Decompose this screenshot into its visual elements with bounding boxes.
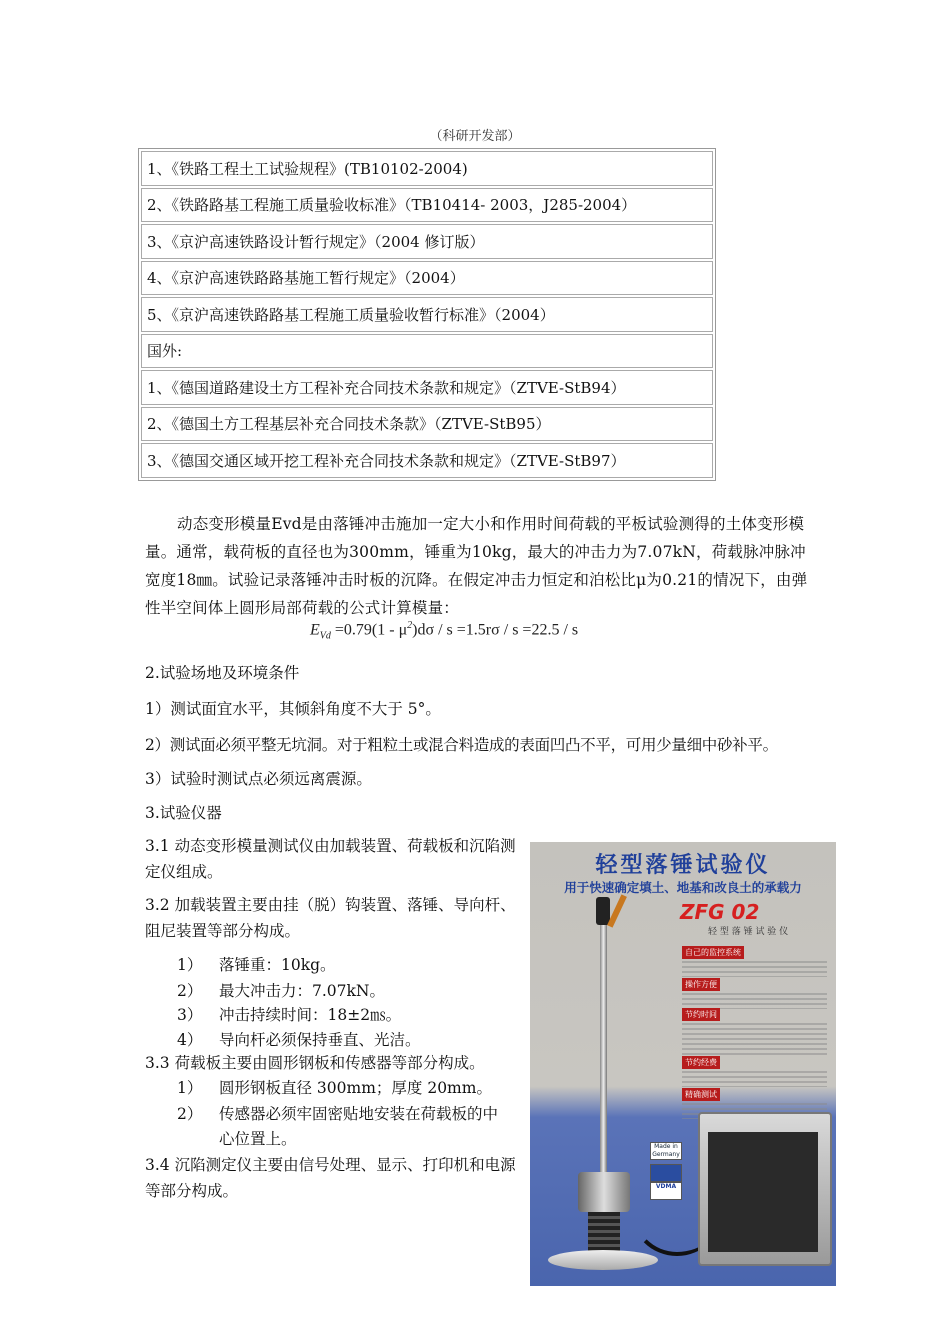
load-plate: [548, 1250, 658, 1270]
table-row: [141, 370, 713, 405]
section2-item: 3）试验时测试点必须远离震源。: [145, 770, 372, 788]
table-cell: 1、《铁路工程土工试验规程》(TB10102-2004): [141, 151, 713, 186]
evd-paragraph: 动态变形模量Evd是由落锤冲击施加一定大小和作用时间荷载的平板试验测得的土体变形模量。通常，载荷板的直径也为300mm，锤重为10kg，最大的冲击力为7.07kN，荷载脉冲脉冲宽度18㎜。试验记录落锤冲击时板的沉降。在假定冲击力恒定和泊松比μ为0.21的情况下，由弹性半空间体上圆形局部荷载的公式计算模量：: [145, 515, 808, 617]
section2-item: 2）测试面必须平整无坑洞。对于粗粒土或混合料造成的表面凹凸不平，可用少量细中砂补平。: [145, 736, 778, 754]
table-cell: 5、《京沪高速铁路路基工程施工质量验收暂行标准》（2004）: [141, 297, 713, 332]
table-cell: 1、《德国道路建设土方工程补充合同技术条款和规定》（ZTVE-StB94）: [141, 370, 713, 405]
list-item: 3） 冲击持续时间：18±2㎳。: [177, 1006, 402, 1024]
header-note: （科研开发部）: [429, 129, 521, 144]
guide-rod: [600, 902, 607, 1182]
feature-block: 节约时间: [682, 1002, 827, 1057]
evd-formula: [310, 620, 578, 642]
table-row: [141, 224, 713, 259]
formula-exp: 2: [407, 620, 413, 631]
vdma-badge: VDMA: [650, 1182, 682, 1200]
feature-block: 操作方便: [682, 972, 827, 1009]
section3-heading: 3.试验仪器: [145, 804, 222, 822]
table-row: [141, 261, 713, 296]
table-cell: 3、《京沪高速铁路设计暂行规定》（2004 修订版）: [141, 224, 713, 259]
photo-subtitle: 用于快速确定填土、地基和改良土的承载力: [564, 880, 802, 895]
feature-block: 精确测试: [682, 1082, 827, 1119]
list-item-cont: 心位置上。: [219, 1130, 297, 1148]
list-item: 2） 最大冲击力：7.07kN。: [177, 982, 385, 1000]
photo-model-sub: 轻 型 落 锤 试 验 仪: [708, 927, 789, 937]
table-row: [141, 334, 713, 369]
formula-lhs: E: [310, 621, 320, 639]
drop-weight: [578, 1172, 630, 1212]
feature-block: 节约经费: [682, 1050, 827, 1087]
table-cell: 国外:: [141, 334, 713, 369]
formula-mid1: =0.79(1 - μ: [334, 621, 408, 639]
list-item: 2） 传感器必须牢固密贴地安装在荷载板的中: [177, 1105, 499, 1123]
section3-3: 3.3 荷载板主要由圆形钢板和传感器等部分构成。: [145, 1054, 485, 1072]
feature-block: 自己的监控系统: [682, 940, 827, 977]
damper-spring: [588, 1212, 620, 1252]
table-cell: 2、《铁路路基工程施工质量验收标准》（TB10414- 2003，J285-2004）: [141, 188, 713, 223]
photo-title: 轻型落锤试验仪: [595, 853, 771, 878]
case-interior: [708, 1132, 818, 1252]
section3-2: 3.2 加载装置主要由挂（脱）钩装置、落锤、导向杆、阻尼装置等部分构成。: [145, 896, 516, 940]
section3-1: 3.1 动态变形模量测试仪由加载装置、荷载板和沉陷测定仪组成。: [145, 837, 516, 881]
table-row: [141, 297, 713, 332]
section2-heading: 2.试验场地及环境条件: [145, 664, 300, 682]
table-row: [141, 407, 713, 442]
list-item: 1） 落锤重：10kg。: [177, 956, 336, 974]
made-in-germany-badge: Made in Germany: [650, 1142, 682, 1160]
list-item: 1） 圆形钢板直径 300mm；厚度 20mm。: [177, 1079, 492, 1097]
list-item: 4） 导向杆必须保持垂直、光洁。: [177, 1031, 421, 1049]
formula-mid2: )dσ / s =1.5rσ / s =22.5 / s: [412, 621, 579, 639]
photo-model: ZFG 02: [680, 900, 760, 924]
table-row: [141, 443, 713, 478]
table-cell: 2、《德国土方工程基层补充合同技术条款》（ZTVE-StB95）: [141, 407, 713, 442]
handle-grip: [607, 894, 627, 927]
formula-lhs-sub: Vd: [319, 630, 331, 642]
table-cell: 4、《京沪高速铁路路基施工暂行规定》（2004）: [141, 261, 713, 296]
badge-mark: [650, 1164, 682, 1182]
standards-table: [138, 148, 716, 481]
product-photo: [530, 842, 836, 1286]
table-row: [141, 151, 713, 186]
section2-item: 1）测试面宜水平，其倾斜角度不大于 5°。: [145, 700, 441, 718]
section3-4: 3.4 沉陷测定仪主要由信号处理、显示、打印机和电源等部分构成。: [145, 1156, 516, 1200]
table-row: [141, 188, 713, 223]
table-cell: 3、《德国交通区域开挖工程补充合同技术条款和规定》（ZTVE-StB97）: [141, 443, 713, 478]
